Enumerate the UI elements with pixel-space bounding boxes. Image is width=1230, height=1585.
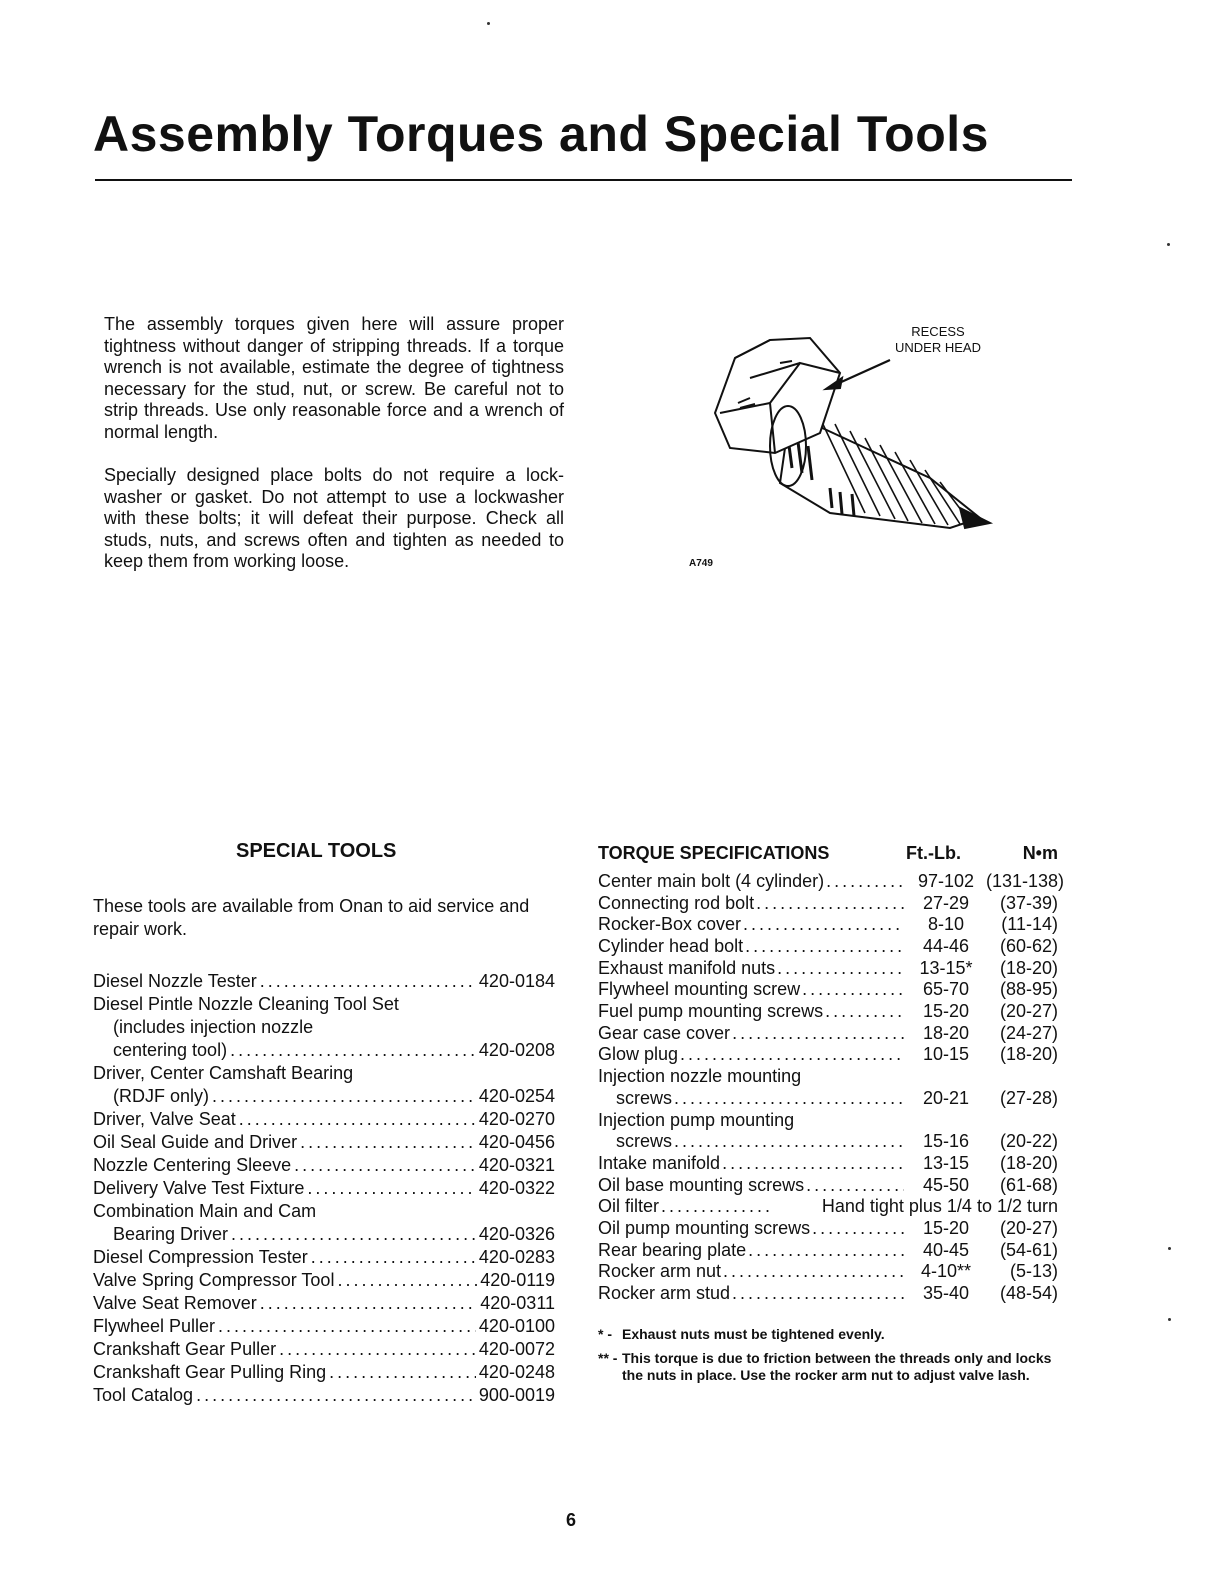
dot-leader [680,1044,904,1066]
dot-leader [806,1175,904,1197]
torque-nm: (88-95) [999,979,1058,1000]
torque-nm: (20-27) [999,1001,1058,1022]
torque-ftlb: 35-40 [922,1283,970,1304]
tool-item [93,1062,555,1085]
tool-item [93,970,555,993]
torque-item-name: Connecting rod bolt [598,892,755,913]
tool-item [93,1085,555,1108]
torque-item-name: Oil pump mounting screws [598,1217,811,1238]
tool-part-number: 420-0248 [478,1362,555,1382]
tool-name: Bearing Driver [113,1224,229,1244]
tool-name: Tool Catalog [93,1385,194,1405]
tool-part-number: 420-0208 [478,1040,555,1060]
tool-name: (RDJF only) [113,1086,210,1106]
footnote-text: This torque is due to friction between the threads only and locks the nuts in place. Use the rocker arm nut to adjust valve lash. [622,1350,1052,1383]
tool-name: Diesel Pintle Nozzle Cleaning Tool Set [93,994,399,1014]
tool-part-number: 420-0283 [478,1247,555,1267]
torque-ftlb: 8-10 [927,914,965,935]
dot-leader [212,1085,476,1108]
torque-nm: (27-28) [999,1087,1058,1108]
torque-ftlb: 97-102 [917,870,975,891]
torque-item-name: Gear case cover [598,1022,731,1043]
tool-item [93,1246,555,1269]
tool-name: Valve Seat Remover [93,1293,257,1313]
dot-leader [777,958,904,980]
tool-name: Diesel Nozzle Tester [93,971,257,991]
torque-row [598,1066,1058,1088]
tool-item [93,1108,555,1131]
torque-row [598,1023,1058,1045]
tool-name: Diesel Compression Tester [93,1247,308,1267]
intro-text [104,314,564,595]
torque-row [598,1261,1058,1283]
torque-row [598,1218,1058,1240]
tool-part-number: 420-0119 [480,1270,555,1290]
torque-item-name: Oil filter [598,1196,660,1217]
torque-item-name: Flywheel mounting screw [598,979,801,1000]
dot-leader [307,1177,476,1200]
torque-nm: (18-20) [999,1152,1058,1173]
torque-row [598,1001,1058,1023]
torque-header [598,841,1058,865]
tool-item [93,993,555,1016]
torque-row [598,1240,1058,1262]
scan-speck [1168,1318,1171,1321]
torque-nm: (37-39) [999,892,1058,913]
torque-item-name: Oil base mounting screws [598,1174,805,1195]
torque-nm: (5-13) [1009,1261,1058,1282]
torque-item-name: Cylinder head bolt [598,936,744,957]
torque-nm: (20-27) [999,1217,1058,1238]
torque-row [598,1196,1058,1218]
torque-nm: (60-62) [999,936,1058,957]
torque-item-name: Exhaust manifold nuts [598,957,776,978]
torque-ftlb: 13-15* [919,957,973,978]
dot-leader [756,893,904,915]
dot-leader [826,871,904,893]
torque-row [598,1110,1058,1132]
callout-line: UNDER HEAD [895,340,981,355]
dot-leader [260,1292,478,1315]
page-number: 6 [566,1510,577,1530]
tool-item [93,1315,555,1338]
dot-leader [745,936,904,958]
torque-ftlb: 13-15 [922,1152,970,1173]
torque-footnotes [598,1326,1058,1391]
tool-name: Flywheel Puller [93,1316,216,1336]
torque-heading: TORQUE SPECIFICATIONS [598,843,830,863]
tool-part-number: 420-0322 [478,1178,555,1198]
torque-nm: (18-20) [999,957,1058,978]
dot-leader [231,1223,476,1246]
tool-item [93,1384,555,1407]
tool-name: Crankshaft Gear Pulling Ring [93,1362,327,1382]
tool-name: Delivery Valve Test Fixture [93,1178,305,1198]
torque-ftlb: 40-45 [922,1239,970,1260]
tool-item [93,1292,555,1315]
torque-item-name: Rocker-Box cover [598,914,742,935]
torque-item-name: screws [616,1131,673,1152]
tool-name: (includes injection nozzle [113,1017,314,1037]
torque-row [598,1153,1058,1175]
footnote-mark: ** - [598,1350,618,1366]
torque-item-name: Glow plug [598,1044,679,1065]
tool-part-number: 420-0326 [478,1224,555,1244]
tool-item [93,1016,555,1039]
dot-leader [825,1001,904,1023]
torque-item-name: Injection nozzle mounting [598,1066,802,1087]
dot-leader [743,914,904,936]
torque-nm: (24-27) [999,1022,1058,1043]
dot-leader [239,1108,476,1131]
torque-ftlb: 15-16 [922,1131,970,1152]
torque-row [598,914,1058,936]
torque-note: Hand tight plus 1/4 to 1/2 turn [821,1196,1058,1217]
intro-paragraph: Specially designed place bolts do not require a lock-washer or gasket. Do not attempt to use a lockwasher with these bolts; it will defeat their purpose. Check all studs, nuts, and screws often and tighten as needed to keep them from working loose. [104,465,564,571]
col-ftlb-header: Ft.-Lb. [906,843,961,863]
torque-row [598,936,1058,958]
dot-leader [260,970,476,993]
dot-leader [812,1218,904,1240]
footnote [598,1350,1058,1384]
scan-speck [1168,1247,1171,1250]
footnote-mark: * - [598,1326,612,1342]
tool-part-number: 420-0270 [478,1109,555,1129]
torque-ftlb: 65-70 [922,979,970,1000]
torque-ftlb: 15-20 [922,1001,970,1022]
tool-name: centering tool) [113,1040,228,1060]
torque-ftlb: 15-20 [922,1217,970,1238]
torque-row [598,870,1065,893]
scan-speck [1167,243,1170,246]
tool-item [93,1039,555,1062]
torque-row [598,1131,1058,1153]
tool-part-number: 420-0100 [478,1316,555,1336]
tool-part-number: 420-0321 [478,1155,555,1175]
tool-item [93,1361,555,1384]
torque-row [598,1175,1058,1197]
dot-leader [337,1269,477,1292]
torque-item-name: Intake manifold [598,1152,721,1173]
dot-leader [748,1240,904,1262]
torque-nm: (20-22) [999,1131,1058,1152]
dot-leader [300,1131,476,1154]
tool-item [93,1200,555,1223]
torque-ftlb: 4-10** [920,1261,972,1282]
torque-item-name: Injection pump mounting [598,1109,795,1130]
torque-item-name: Rocker arm stud [598,1283,731,1304]
dot-leader [674,1131,904,1153]
dot-leader [279,1338,476,1361]
torque-specifications [598,841,1065,1305]
dot-leader [723,1261,904,1283]
tool-item [93,1177,555,1200]
tool-item [93,1223,555,1246]
dot-leader [722,1153,904,1175]
tool-part-number: 420-0184 [478,971,555,991]
tool-part-number: 420-0311 [480,1293,555,1313]
torque-row [598,1045,1058,1067]
intro-paragraph: The assembly torques given here will assure proper tightness without danger of stripping threads. If a torque wrench is not available, estimate the degree of tightness necessary for the stud, nut, or screw. Be careful not to strip threads. Use only reasonable force and a wrench of normal length. [104,314,564,442]
special-tools-heading: SPECIAL TOOLS [236,840,397,862]
tool-name: Combination Main and Cam [93,1201,317,1221]
dot-leader [329,1361,476,1384]
torque-row [598,1283,1058,1305]
torque-item-name: Rear bearing plate [598,1239,747,1260]
title-rule [95,179,1072,181]
torque-item-name: Fuel pump mounting screws [598,1001,824,1022]
tool-item [93,1131,555,1154]
dot-leader [294,1154,476,1177]
dot-leader [230,1039,476,1062]
tool-name: Crankshaft Gear Puller [93,1339,277,1359]
tool-item [93,1269,555,1292]
tool-part-number: 420-0254 [478,1086,555,1106]
scan-speck [487,22,490,25]
torque-nm: (11-14) [1001,914,1058,935]
footnote-text: Exhaust nuts must be tightened evenly. [622,1326,885,1342]
page-title: Assembly Torques and Special Tools [93,106,989,162]
dot-leader [661,1196,771,1218]
torque-nm: (54-61) [999,1239,1058,1260]
dot-leader [732,1023,904,1045]
torque-item-name: Center main bolt (4 cylinder) [598,870,825,891]
figure-callout [895,324,981,356]
torque-nm: (48-54) [999,1283,1058,1304]
tool-name: Nozzle Centering Sleeve [93,1155,292,1175]
tool-name: Driver, Valve Seat [93,1109,236,1129]
col-nm-header: N•m [1022,843,1058,863]
torque-nm: (61-68) [999,1174,1058,1195]
torque-item-name: screws [616,1087,673,1108]
torque-row [598,979,1058,1001]
torque-ftlb: 44-46 [922,936,970,957]
dot-leader [311,1246,476,1269]
dot-leader [196,1384,476,1407]
torque-row [598,958,1058,980]
special-tools-list [93,970,555,1407]
tool-item [93,1338,555,1361]
tool-name: Oil Seal Guide and Driver [93,1132,298,1152]
dot-leader [802,979,904,1001]
callout-line: RECESS [911,324,965,339]
torque-nm: (131-138) [986,870,1065,891]
tool-name: Driver, Center Camshaft Bearing [93,1063,354,1083]
dot-leader [218,1315,476,1338]
tool-part-number: 420-0456 [478,1132,555,1152]
torque-ftlb: 10-15 [922,1044,970,1065]
torque-nm: (18-20) [999,1044,1058,1065]
torque-row [598,1088,1058,1110]
tool-item [93,1154,555,1177]
dot-leader [674,1088,904,1110]
torque-row [598,893,1058,915]
torque-ftlb: 20-21 [922,1087,970,1108]
torque-item-name: Rocker arm nut [598,1261,722,1282]
torque-ftlb: 45-50 [922,1174,970,1195]
footnote [598,1326,1058,1343]
torque-ftlb: 18-20 [922,1022,970,1043]
torque-rows [598,870,1065,1305]
bolt-figure [680,318,1020,578]
dot-leader [732,1283,904,1305]
tool-name: Valve Spring Compressor Tool [93,1270,335,1290]
figure-id: A749 [689,558,713,569]
tool-part-number: 900-0019 [478,1385,555,1405]
tool-part-number: 420-0072 [478,1339,555,1359]
torque-ftlb: 27-29 [922,892,970,913]
special-tools-intro: These tools are available from Onan to aid service and repair work. [93,896,530,939]
